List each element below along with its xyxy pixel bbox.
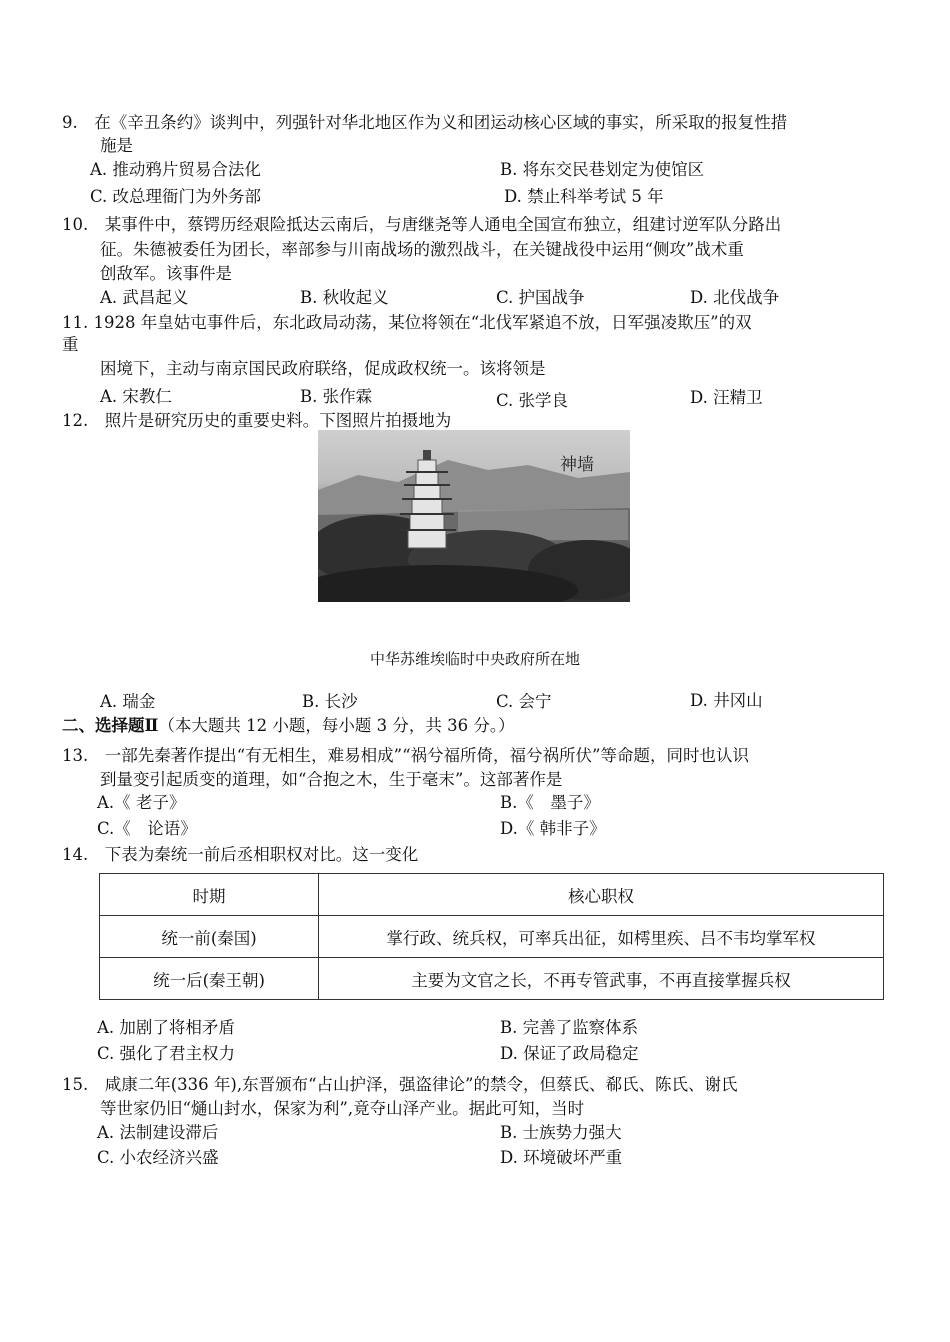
- q12-option-d: D. 井冈山: [690, 691, 763, 710]
- q13-option-c: C.《 论语》: [97, 819, 197, 838]
- q14-option-a: A. 加剧了将相矛盾: [97, 1018, 235, 1037]
- table-cell-powers: 主要为文官之长，不再专管武事，不再直接掌握兵权: [319, 958, 884, 1000]
- q14-comparison-table: [99, 873, 884, 1000]
- q11-stem-line2: 重: [62, 335, 79, 354]
- q10-option-b: B. 秋收起义: [300, 288, 389, 307]
- q12-option-b: B. 长沙: [302, 692, 358, 711]
- q9-option-a: A. 推动鸦片贸易合法化: [90, 160, 261, 179]
- photo-label: 神墙: [560, 455, 594, 475]
- q11-stem-line1: 11. 1928 年皇姑屯事件后，东北政局动荡，某位将领在“北伐军紧追不放，日军强凌欺压”的双: [62, 313, 752, 332]
- q13-option-a: A.《 老子》: [97, 793, 186, 812]
- q15-stem-line1: 15. 咸康二年(336 年),东晋颁布“占山护泽，强盗律论”的禁令，但蔡氏、郗氏、陈氏、谢氏: [62, 1075, 738, 1094]
- q14-option-b: B. 完善了监察体系: [500, 1018, 639, 1037]
- q10-stem-line3: 创敌军。该事件是: [100, 264, 232, 283]
- q14-option-d: D. 保证了政局稳定: [500, 1044, 639, 1063]
- table-row: [100, 916, 884, 958]
- q13-option-b: B.《 墨子》: [500, 793, 600, 812]
- table-header-period: 时期: [100, 874, 319, 916]
- section-2-heading: [62, 715, 515, 737]
- q9-option-d: D. 禁止科举考试 5 年: [504, 187, 664, 206]
- q11-stem-line3: 困境下，主动与南京国民政府联络，促成政权统一。该将领是: [100, 359, 546, 378]
- q15-option-d: D. 环境破坏严重: [500, 1148, 623, 1167]
- q10-option-c: C. 护国战争: [496, 288, 585, 307]
- q15-option-a: A. 法制建设滞后: [97, 1123, 219, 1142]
- table-row: [100, 958, 884, 1000]
- q10-option-d: D. 北伐战争: [690, 288, 780, 307]
- q10-stem-line2: 征。朱德被委任为团长，率部参与川南战场的激烈战斗，在关键战役中运用“侧攻”战术重: [100, 240, 744, 259]
- table-header-row: [100, 874, 884, 916]
- section-2-note: （本大题共 12 小题，每小题 3 分，共 36 分。）: [158, 716, 515, 735]
- q9-option-b: B. 将东交民巷划定为使馆区: [500, 160, 705, 179]
- q13-stem-line1: 13. 一部先秦著作提出“有无相生，难易相成”“祸兮福所倚，福兮祸所伏”等命题，同时也认识: [62, 746, 749, 765]
- q11-option-a: A. 宋教仁: [100, 387, 172, 406]
- table-cell-period: 统一前(秦国): [100, 916, 319, 958]
- q15-option-c: C. 小农经济兴盛: [97, 1148, 219, 1167]
- historical-photo: [318, 430, 630, 602]
- q12-stem: 12. 照片是研究历史的重要史料。下图照片拍摄地为: [62, 411, 452, 430]
- q12-option-c: C. 会宁: [496, 692, 552, 711]
- q11-option-d: D. 汪精卫: [690, 388, 763, 407]
- table-header-powers: 核心职权: [319, 874, 884, 916]
- q10-stem-line1: 10. 某事件中，蔡锷历经艰险抵达云南后，与唐继尧等人通电全国宣布独立，组建讨逆军队分路出: [62, 215, 782, 234]
- q9-stem-line2: 施是: [100, 136, 133, 155]
- q11-option-c: C. 张学良: [496, 391, 569, 410]
- q14-option-c: C. 强化了君主权力: [97, 1044, 236, 1063]
- photo-caption: 中华苏维埃临时中央政府所在地: [369, 650, 580, 668]
- q13-option-d: D.《 韩非子》: [500, 819, 606, 838]
- q15-option-b: B. 士族势力强大: [500, 1123, 622, 1142]
- q12-option-a: A. 瑞金: [100, 692, 156, 711]
- q10-option-a: A. 武昌起义: [100, 288, 189, 307]
- table-cell-period: 统一后(秦王朝): [100, 958, 319, 1000]
- q9-stem-line1: 9. 在《辛丑条约》谈判中，列强针对华北地区作为义和团运动核心区域的事实，所采取的报复性措: [62, 113, 788, 132]
- q13-stem-line2: 到量变引起质变的道理，如“合抱之木，生于毫末”。这部著作是: [100, 770, 563, 789]
- q9-option-c: C. 改总理衙门为外务部: [90, 187, 262, 206]
- q11-option-b: B. 张作霖: [300, 387, 373, 406]
- section-2-title: 二、选择题Ⅱ: [62, 716, 159, 735]
- q14-stem: 14. 下表为秦统一前后丞相职权对比。这一变化: [62, 845, 419, 864]
- q15-stem-line2: 等世家仍旧“熥山封水，保家为利”,竟夺山泽产业。据此可知，当时: [100, 1099, 585, 1118]
- table-cell-powers: 掌行政、统兵权，可率兵出征，如樗里疾、吕不韦均掌军权: [319, 916, 884, 958]
